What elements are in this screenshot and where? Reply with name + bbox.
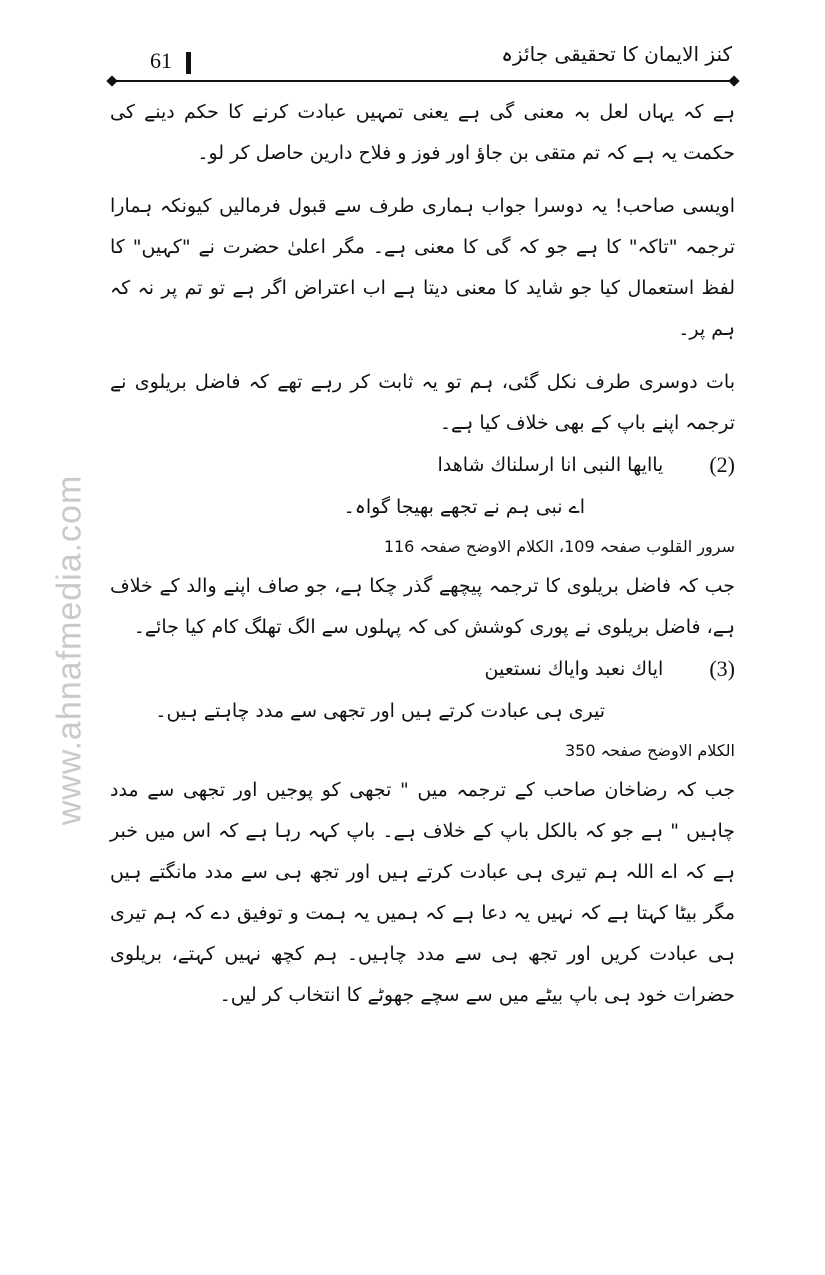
page-number-bar — [186, 52, 191, 74]
page-body — [110, 92, 735, 1016]
verse-3-number: (3) — [709, 656, 735, 681]
verse-2-reference: سرور القلوب صفحہ 109، الکلام الاوضح صفحہ 116 — [383, 537, 735, 556]
verse-2-translation: اے نبی ہم نے تجھے بھیجا گواہ۔ — [343, 496, 585, 518]
verse-3-reference: الکلام الاوضح صفحہ 350 — [564, 741, 735, 760]
paragraph-1: ہے کہ یہاں لعل بہ معنی گی ہے یعنی تمہیں عبادت کرنے کا حکم دینے کی حکمت یہ ہے کہ تم متقی بن جاؤ اور فوز و فلاح دارین حاصل کر لو۔ — [110, 101, 735, 164]
running-title: کنز الایمان کا تحقیقی جائزہ — [501, 42, 732, 66]
verse-2-number: (2) — [709, 452, 735, 477]
page-header — [112, 40, 732, 80]
header-rule — [112, 80, 734, 82]
paragraph-3: بات دوسری طرف نکل گئی، ہم تو یہ ثابت کر رہے تھے کہ فاضل بریلوی نے ترجمہ اپنے باپ کے بھی خلاف کیا ہے۔ — [110, 371, 735, 434]
verse-3-translation: تیری ہی عبادت کرتے ہیں اور تجھی سے مدد چاہتے ہیں۔ — [155, 700, 605, 722]
paragraph-2: اویسی صاحب! یہ دوسرا جواب ہماری طرف سے قبول فرمالیں کیونکہ ہمارا ترجمہ "تاکہ" کا ہے جو کہ گی کا معنی ہے۔ مگر اعلیٰ حضرت نے "کہیں" کا لفظ استعمال کیا جو شاید کا معنی دیتا ہے اب اعتراض اگر ہے تو تم پر نہ کہ ہم پر۔ — [110, 195, 735, 340]
verse-3-arabic: ایاك نعبد وایاك نستعین — [484, 658, 664, 680]
paragraph-5: جب کہ رضاخان صاحب کے ترجمہ میں " تجھی کو پوجیں اور تجھی سے مدد چاہیں " ہے جو کہ بالکل باپ کے خلاف ہے۔ باپ کہہ رہا ہے کہ اس میں خبر ہے کہ اے اللہ ہم تیری ہی عبادت کرتے ہیں اور تجھ ہی سے مدد مانگتے ہیں مگر بیٹا کہتا ہے کہ نہیں یہ دعا ہے کہ ہمیں یہ ہمت و توفیق دے کہ ہم تیری ہی عبادت کریں اور تجھ ہی سے مدد چاہیں۔ ہم کچھ نہیں کہتے، بریلوی حضرات خود ہی باپ بیٹے میں سے سچے جھوٹے کا انتخاب کر لیں۔ — [110, 779, 735, 1006]
verse-2 — [110, 444, 735, 486]
verse-3 — [110, 648, 735, 690]
page-number: 61 — [150, 48, 172, 73]
verse-2-arabic: یاایھا النبی انا ارسلناك شاھدا — [437, 454, 664, 476]
paragraph-4: جب کہ فاضل بریلوی کا ترجمہ پیچھے گذر چکا ہے، جو صاف اپنے والد کے خلاف ہے، فاضل بریلوی نے پوری کوشش کی کہ پہلوں سے الگ تھلگ کام کیا جائے۔ — [110, 575, 735, 638]
website-watermark: www.ahnafmedia.com — [50, 474, 89, 826]
